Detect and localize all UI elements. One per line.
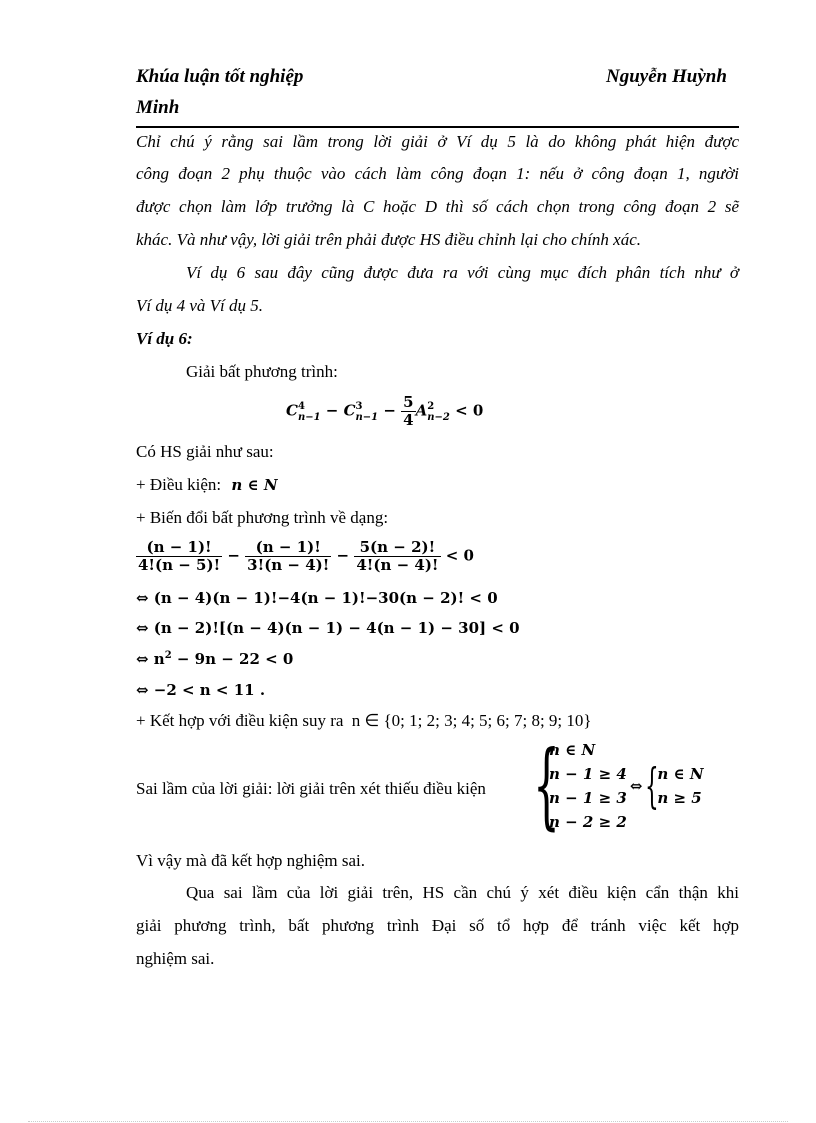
condition-line: [136, 475, 278, 495]
header-left: Khúa luận tốt nghiệp: [136, 66, 304, 87]
paragraph-1-line-4: khác. Và như vậy, lời giải trên phải được HS điều chỉnh lại cho chính xác.: [136, 230, 642, 249]
paragraph-1-line-1: Chỉ chú ý rằng sai lầm trong lời giải ở Ví dụ 5 là do không phát hiện được: [136, 132, 739, 151]
right-brace-icon: {: [645, 758, 660, 814]
step-5: ⇔ −2 < n < 11 .: [136, 681, 266, 699]
step-3: ⇔ (n − 2)![(n − 4)(n − 1) − 4(n − 1) − 30] < 0: [136, 619, 520, 637]
header-right: Nguyễn Huỳnh: [606, 66, 727, 87]
step-1-fractions: $\frac{(n - 1)!}{4!(n - 5)!}$ − $\frac{(n - 1)!}{3!(n - 4)!}$ − $\frac{5(n - 2)!}{4!(n - 4)!}$ < 0: [138, 538, 474, 574]
paragraph-1-line-3: được chọn làm lớp trưởng là C hoặc D thì số cách chọn trong công đoạn 2 sẽ: [136, 197, 739, 216]
combine-line: [136, 711, 592, 731]
step-2: ⇔ (n − 4)(n − 1)!−4(n − 1)!−30(n − 2)! < 0: [136, 589, 498, 607]
condition-label: + Điều kiện:: [136, 475, 222, 494]
header-second-line: Minh: [136, 97, 180, 118]
main-inequality: C 4 n−1 − C 3 n−1 − $\frac{5}{4}$ A 2 n−2 < 0: [286, 393, 484, 429]
mistake-label: Sai lầm của lời giải: lời giải trên xét thiếu điều kiện: [136, 779, 486, 798]
conclusion-text: Vì vậy mà đã kết hợp nghiệm sai.: [136, 851, 365, 870]
transform-label: + Biến đổi bất phương trình về dạng:: [136, 508, 389, 527]
paragraph-2-line-2: Ví dụ 4 và Ví dụ 5.: [136, 296, 264, 315]
paragraph-2-line-1: Ví dụ 6 sau đây cũng được đưa ra với cùng mục đích phân tích như ở: [186, 263, 739, 282]
combine-label: + Kết hợp với điều kiện suy ra: [136, 711, 344, 730]
condition-system: { n ∈ N n − 1 ≥ 4 n − 1 ≥ 3 n − 2 ≥ 2 ⇔{ n ∈ N n ≥ 5: [533, 731, 704, 840]
condition-math: n ∈ N: [231, 476, 278, 494]
page-bottom-divider: [28, 1121, 788, 1122]
step-4: ⇔ $n^2 - 9n - 22 < 0$: [136, 650, 294, 668]
example-heading: Ví dụ 6:: [136, 329, 193, 348]
hs-solution-text: Có HS giải như sau:: [136, 442, 274, 461]
task-text: Giải bất phương trình:: [186, 362, 338, 381]
final-line-3: nghiệm sai.: [136, 949, 215, 968]
final-line-2: giải phương trình, bất phương trình Đại số tổ hợp để tránh việc kết hợp: [136, 916, 739, 935]
combine-math: n ∈ {0; 1; 2; 3; 4; 5; 6; 7; 8; 9; 10}: [351, 711, 592, 730]
paragraph-1-line-2: công đoạn 2 phụ thuộc vào cách làm công đoạn 1: nếu ở công đoạn 1, người: [136, 164, 739, 183]
final-line-1: Qua sai lầm của lời giải trên, HS cần chú ý xét điều kiện cẩn thận khi: [186, 883, 739, 902]
left-brace-icon: {: [533, 731, 560, 840]
